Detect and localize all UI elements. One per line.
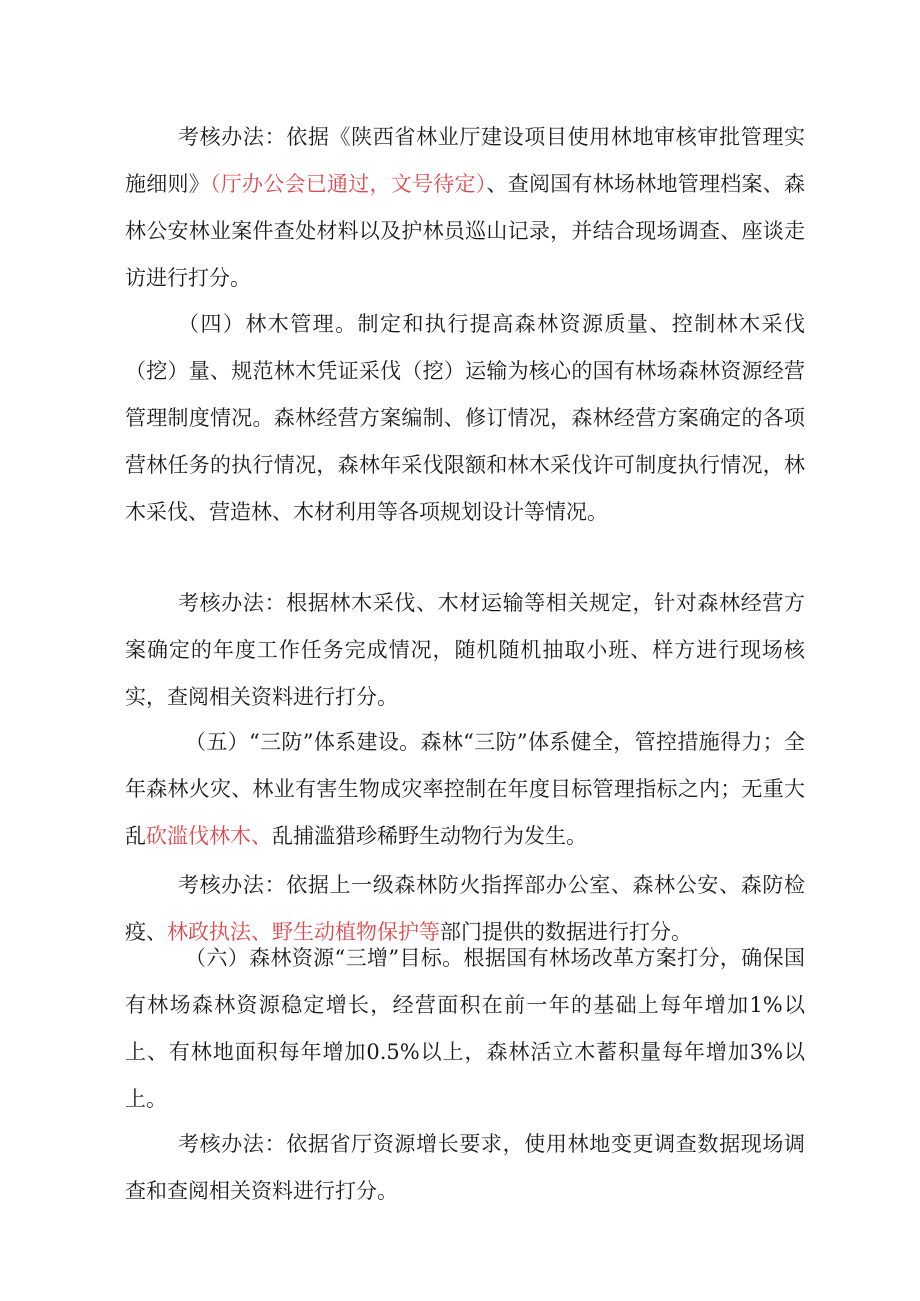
paragraph-assessment-method-land bbox=[125, 114, 805, 302]
paragraph-assessment-method-timber bbox=[125, 580, 805, 721]
paragraph-section-4-timber-management bbox=[125, 301, 805, 536]
paragraph-section-6-three-increase bbox=[125, 935, 805, 1123]
text-segment: 考核办法：依据《陕西省林业厅建设项目使用林地审核审批管理实施细则》 bbox=[125, 125, 805, 196]
paragraph-assessment-method-resources bbox=[125, 1121, 805, 1215]
text-segment: 考核办法：依据上一级森林防火指挥部办公室、森林公安、森防检疫、 bbox=[125, 873, 805, 944]
text-segment: 部门提供的数据进行打分。 bbox=[440, 920, 692, 944]
highlighted-text-segment: （厅办公会已通过，文号待定） bbox=[210, 172, 487, 196]
paragraph-section-5-three-prevention bbox=[125, 719, 805, 860]
highlighted-text-segment: 砍滥伐林木、 bbox=[146, 824, 272, 848]
text-segment: （六）森林资源“三增”目标。根据国有林场改革方案打分，确保国有林场森林资源稳定增长，经营面积在前一年的基础上每年增加1%以上、有林地面积每年增加0.5%以上，森林活立木蓄积量每年增加3%以上。 bbox=[125, 946, 805, 1111]
text-segment: 考核办法：依据省厅资源增长要求，使用林地变更调查数据现场调查和查阅相关资料进行打分。 bbox=[125, 1132, 805, 1203]
text-segment: 乱捕滥猎珍稀野生动物行为发生。 bbox=[272, 824, 587, 848]
text-segment: （四）林木管理。制定和执行提高森林资源质量、控制林木采伐（挖）量、规范林木凭证采伐（挖）运输为核心的国有林场森林资源经营管理制度情况。森林经营方案编制、修订情况，森林经营方案确定的各项营林任务的执行情况，森林年采伐限额和林木采伐许可制度执行情况，林木采伐、营造林、木材利用等各项规划设计等情况。 bbox=[125, 312, 805, 524]
text-segment: 考核办法：根据林木采伐、木材运输等相关规定，针对森林经营方案确定的年度工作任务完成情况，随机随机抽取小班、样方进行现场核实，查阅相关资料进行打分。 bbox=[125, 591, 805, 709]
highlighted-text-segment: 林政执法、野生动植物保护等 bbox=[167, 920, 440, 944]
text-segment: （五）“三防”体系建设。森林“三防”体系健全，管控措施得力；全年森林火灾、林业有害生物成灾率控制在年度目标管理指标之内；无重大乱 bbox=[125, 730, 805, 848]
text-segment: 、查阅国有林场林地管理档案、森林公安林业案件查处材料以及护林员巡山记录，并结合现场调查、座谈走访进行打分。 bbox=[125, 172, 805, 290]
